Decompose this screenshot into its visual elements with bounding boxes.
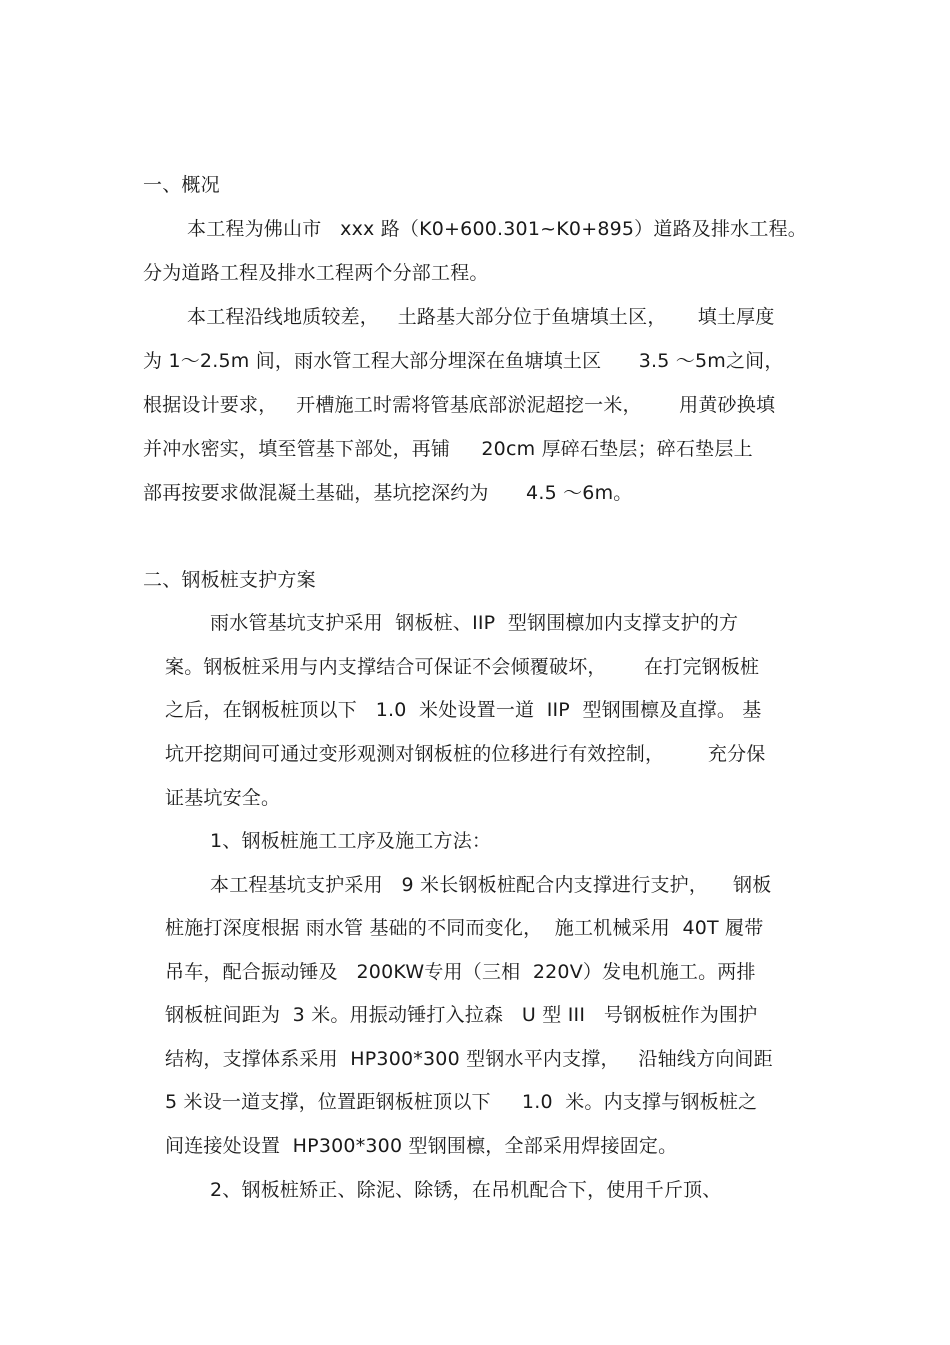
paragraph-line: 本工程沿线地质较差， 土路基大部分位于鱼塘填土区， 填土厚度 [187, 306, 775, 328]
paragraph-line: 钢板桩间距为 3 米。用振动锤打入拉森 U 型 III 号钢板桩作为围护 [165, 1004, 758, 1026]
paragraph-line: 雨水管基坑支护采用 钢板桩、IIP 型钢围檩加内支撑支护的方 [210, 612, 739, 634]
paragraph-line: 结构，支撑体系采用 HP300*300 型钢水平内支撑， 沿轴线方向间距 [165, 1048, 773, 1070]
paragraph-line: 分为道路工程及排水工程两个分部工程。 [143, 262, 489, 284]
paragraph-line: 部再按要求做混凝土基础，基坑挖深约为 4.5 ～6m。 [143, 482, 633, 504]
paragraph-line: 间连接处设置 HP300*300 型钢围檩，全部采用焊接固定。 [165, 1135, 678, 1157]
paragraph-line: 证基坑安全。 [165, 787, 281, 809]
section-heading-overview: 一、概况 [143, 174, 220, 196]
paragraph-line: 本工程为佛山市 xxx 路（K0+600.301~K0+895）道路及排水工程。 [187, 218, 807, 240]
paragraph-line: 桩施打深度根据 雨水管 基础的不同而变化， 施工机械采用 40T 履带 [165, 917, 764, 939]
paragraph-line: 案。钢板桩采用与内支撑结合可保证不会倾覆破坏， 在打完钢板桩 [165, 656, 760, 678]
paragraph-line: 根据设计要求， 开槽施工时需将管基底部淤泥超挖一米， 用黄砂换填 [143, 394, 776, 416]
section-heading-sheet-pile: 二、钢板桩支护方案 [143, 569, 316, 591]
subheading-procedure: 1、钢板桩施工工序及施工方法： [210, 830, 492, 852]
subheading-correction: 2、钢板桩矫正、除泥、除锈，在吊机配合下，使用千斤顶、 [210, 1179, 722, 1201]
paragraph-line: 并冲水密实，填至管基下部处，再铺 20cm 厚碎石垫层；碎石垫层上 [143, 438, 753, 460]
paragraph-line: 坑开挖期间可通过变形观测对钢板桩的位移进行有效控制， 充分保 [165, 743, 766, 765]
paragraph-line: 为 1～2.5m 间，雨水管工程大部分埋深在鱼塘填土区 3.5 ～5m之间， [143, 350, 784, 372]
paragraph-line: 吊车，配合振动锤及 200KW专用（三相 220V）发电机施工。两排 [165, 961, 756, 983]
paragraph-line: 5 米设一道支撑，位置距钢板桩顶以下 1.0 米。内支撑与钢板桩之 [165, 1091, 758, 1113]
paragraph-line: 之后，在钢板桩顶以下 1.0 米处设置一道 IIP 型钢围檩及直撑。 基 [165, 699, 762, 721]
paragraph-line: 本工程基坑支护采用 9 米长钢板桩配合内支撑进行支护， 钢板 [210, 874, 772, 896]
